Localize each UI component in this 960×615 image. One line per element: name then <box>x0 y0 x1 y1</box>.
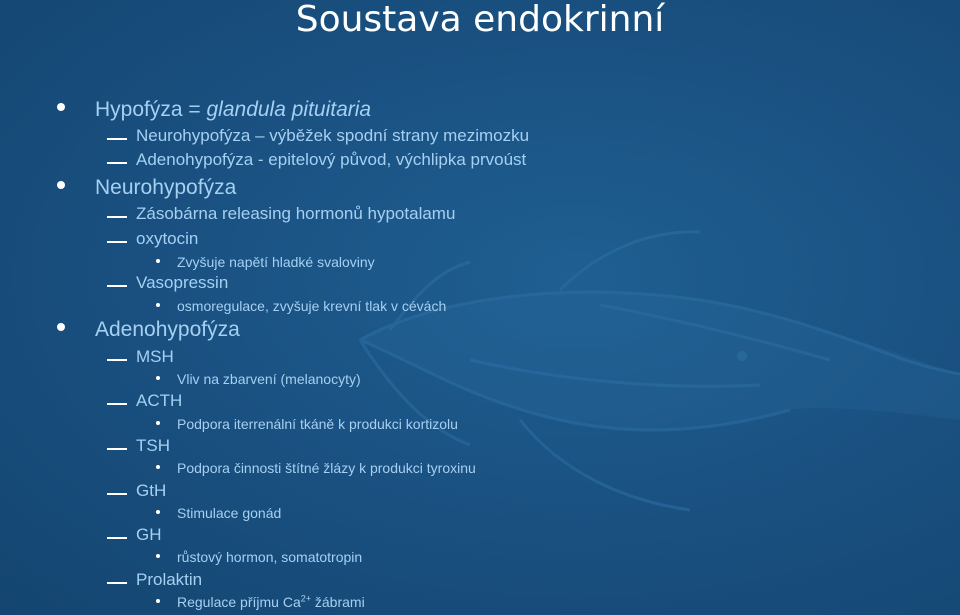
bullet-icon <box>57 181 67 191</box>
dot-icon <box>156 259 160 263</box>
dash-icon <box>107 162 127 164</box>
dot-icon <box>156 303 160 307</box>
dot-icon <box>156 599 160 603</box>
list-item-text: Hypofýza = <box>95 98 207 121</box>
list-item-text: Prolaktin <box>136 570 203 589</box>
dash-icon <box>107 403 127 405</box>
list-item-text: Neurohypofýza <box>95 176 237 199</box>
list-item-text: Podpora činnosti štítné žlázy k produkci tyroxinu <box>177 460 476 476</box>
list-item-text: GH <box>136 525 162 544</box>
bullet-icon <box>57 323 67 333</box>
list-item-text: Adenohypofýza <box>95 318 240 341</box>
list-item-text: Regulace příjmu Ca <box>177 594 301 610</box>
list-item-text: Adenohypofýza - epitelový původ, výchlipka prvoúst <box>136 150 527 169</box>
list-item-text: Stimulace gonád <box>177 505 282 521</box>
list-item-text: Neurohypofýza – výběžek spodní strany mezimozku <box>136 126 530 145</box>
list-item-text: ACTH <box>136 391 183 410</box>
list-item-text: Zásobárna releasing hormonů hypotalamu <box>136 204 456 223</box>
dot-icon <box>156 554 160 558</box>
dash-icon <box>107 493 127 495</box>
dash-icon <box>107 216 127 218</box>
list-item-text: růstový hormon, somatotropin <box>177 549 363 565</box>
dash-icon <box>107 448 127 450</box>
list-item-text: Zvyšuje napětí hladké svaloviny <box>177 254 375 270</box>
list-item-italic: glandula pituitaria <box>206 98 372 121</box>
dash-icon <box>107 537 127 539</box>
list-item-text: oxytocin <box>136 229 199 248</box>
dot-icon <box>156 376 160 380</box>
list-item-text: GtH <box>136 481 167 500</box>
list-item-text: MSH <box>136 347 174 366</box>
list-item-text: Vasopressin <box>136 273 229 292</box>
list-item-text: osmoregulace, zvyšuje krevní tlak v cévách <box>177 298 447 314</box>
list-item-text: Podpora iterrenální tkáně k produkci kortizolu <box>177 416 458 432</box>
list-item-text-after: žábrami <box>311 594 365 610</box>
slide-title: Soustava endokrinní <box>295 0 665 40</box>
dash-icon <box>107 241 127 243</box>
dash-icon <box>107 359 127 361</box>
dot-icon <box>156 465 160 469</box>
dot-icon <box>156 510 160 514</box>
dash-icon <box>107 138 127 140</box>
superscript: 2+ <box>300 593 311 604</box>
list-item-text: Vliv na zbarvení (melanocyty) <box>177 371 361 387</box>
dot-icon <box>156 421 160 425</box>
dash-icon <box>107 582 127 584</box>
list-item-text: TSH <box>136 436 170 455</box>
bullet-icon <box>57 103 67 113</box>
dash-icon <box>107 285 127 287</box>
